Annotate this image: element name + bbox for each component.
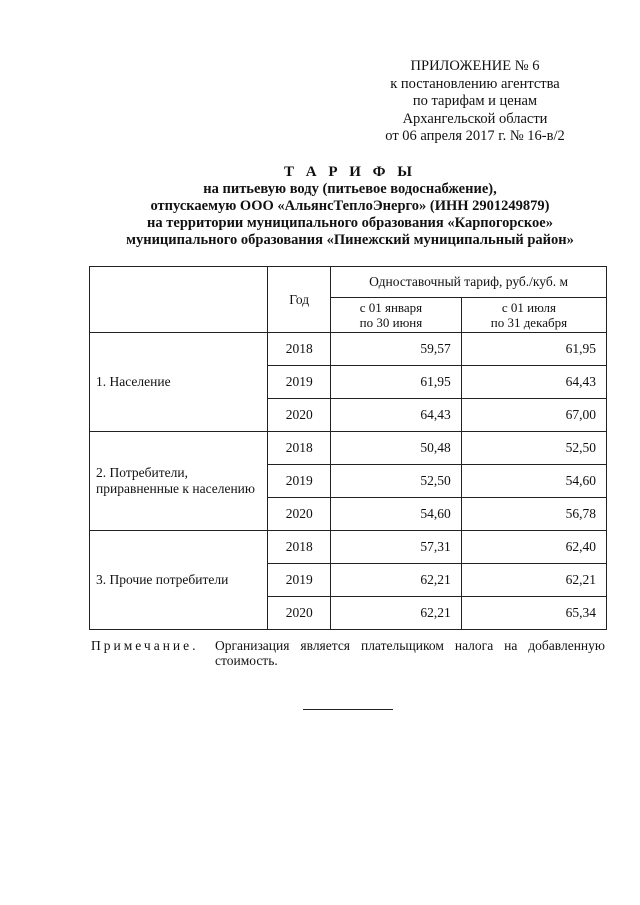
period1-header: [331, 298, 462, 333]
year-cell: 2020: [268, 399, 331, 432]
tariff-cell: 67,00: [461, 399, 606, 432]
tariff-cell: 61,95: [331, 366, 462, 399]
appendix-date: от 06 апреля 2017 г. № 16-в/2: [385, 128, 565, 144]
tariff-cell: 57,31: [331, 531, 462, 564]
tariff-cell: 64,43: [461, 366, 606, 399]
tariff-header: Одноставочный тариф, руб./куб. м: [331, 267, 607, 298]
document-title: Т А Р И Ф Ы: [283, 164, 417, 180]
heading-line: отпускаемую ООО «АльянсТеплоЭнерго» (ИНН 2901249879): [150, 198, 550, 214]
tariff-cell: 62,21: [331, 597, 462, 630]
year-cell: 2019: [268, 465, 331, 498]
year-cell: 2020: [268, 597, 331, 630]
document-heading: [60, 164, 640, 249]
tariff-table: [89, 266, 607, 630]
table-row: [90, 531, 607, 564]
tariff-cell: 54,60: [331, 498, 462, 531]
appendix-title: ПРИЛОЖЕНИЕ № 6: [410, 58, 540, 74]
period2-header: [461, 298, 606, 333]
tariff-cell: 62,40: [461, 531, 606, 564]
table-row: [90, 432, 607, 465]
tariff-cell: 52,50: [461, 432, 606, 465]
category-cell: [90, 333, 268, 432]
period1-to: по 30 июня: [359, 315, 423, 330]
period2-from: с 01 июля: [501, 300, 556, 315]
tariff-cell: 65,34: [461, 597, 606, 630]
table-row: [90, 333, 607, 366]
category-header: [90, 267, 268, 333]
note-label: Примечание.: [91, 638, 199, 653]
category-label: 2. Потребители,: [96, 465, 188, 480]
category-cell: [90, 531, 268, 630]
tariff-cell: 62,21: [461, 564, 606, 597]
tariff-cell: 56,78: [461, 498, 606, 531]
year-cell: 2018: [268, 333, 331, 366]
period2-to: по 31 декабря: [490, 315, 568, 330]
heading-line: на питьевую воду (питьевое водоснабжение),: [203, 181, 497, 197]
year-cell: 2020: [268, 498, 331, 531]
end-divider: [303, 709, 393, 710]
year-cell: 2019: [268, 366, 331, 399]
appendix-line: Архангельской области: [402, 110, 548, 127]
table-header-row: [90, 267, 607, 298]
year-cell: 2019: [268, 564, 331, 597]
heading-line: на территории муниципального образования «Карпогорское»: [147, 215, 553, 231]
heading-line: муниципального образования «Пинежский муниципальный район»: [126, 232, 574, 248]
category-cell: [90, 432, 268, 531]
category-label: 3. Прочие потребители: [96, 572, 229, 587]
period1-from: с 01 января: [359, 300, 423, 315]
appendix-block: [340, 58, 610, 146]
tariff-cell: 61,95: [461, 333, 606, 366]
appendix-line: по тарифам и ценам: [412, 93, 538, 109]
tariff-cell: 54,60: [461, 465, 606, 498]
year-cell: 2018: [268, 432, 331, 465]
tariff-cell: 59,57: [331, 333, 462, 366]
tariff-cell: 52,50: [331, 465, 462, 498]
note-block: [91, 638, 605, 668]
year-header: Год: [268, 267, 331, 333]
year-cell: 2018: [268, 531, 331, 564]
category-label: 1. Население: [96, 374, 171, 389]
category-label: приравненные к населению: [96, 481, 255, 496]
appendix-line: к постановлению агентства: [390, 75, 560, 92]
tariff-cell: 62,21: [331, 564, 462, 597]
note-text: Организация является плательщиком налога на добавленную стоимость.: [215, 638, 605, 668]
tariff-cell: 50,48: [331, 432, 462, 465]
tariff-cell: 64,43: [331, 399, 462, 432]
